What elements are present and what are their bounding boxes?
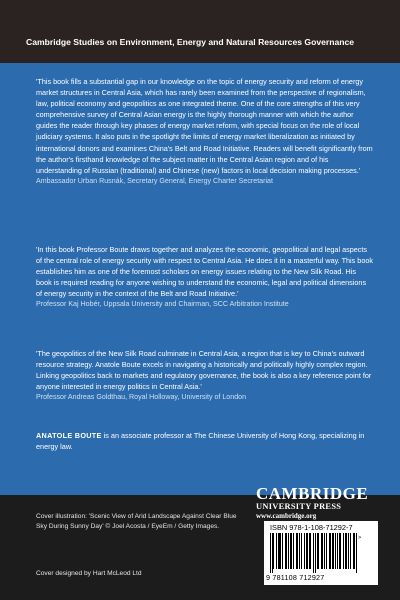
endorsement-quote (36, 244, 373, 311)
barcode-digits: 9 781108 712927 (266, 573, 325, 582)
series-title: Cambridge Studies on Environment, Energy and Natural Resources Governance (26, 37, 355, 47)
quote-text: 'The geopolitics of the New Silk Road culminate in Central Asia, a region that is key to China's outward resource strategy. Anatole Boute excels in navigating a historically and politically highly complex region. Linking geopolitics back to markets and regulatory governance, the book is also a key reference point for anyone interested in energy politics in Central Asia.' (36, 349, 372, 392)
publisher-subname: UNIVERSITY PRESS (256, 502, 342, 511)
isbn-label: ISBN 978-1-108-71292-7 (270, 523, 353, 532)
endorsement-quote (36, 348, 373, 403)
author-bio (36, 430, 373, 452)
quote-attribution: Professor Kaj Hobér, Uppsala University and Chairman, SCC Arbitration Institute (36, 300, 289, 309)
quote-attribution: Ambassador Urban Rusnák, Secretary General, Energy Charter Secretariat (36, 176, 273, 185)
cover-illustration-credit: Cover illustration: 'Scenic View of Arid Landscape Against Clear Blue Sky During Sunny Day' © Joel Acosta / EyeEm / Getty Images. (36, 513, 237, 530)
quote-text: 'This book fills a substantial gap in our knowledge on the topic of energy security and reform of energy market structures in Central Asia, which has rarely been examined from the perspective of regionalism, law, political economy and geopolitics as one integrated theme. One of the core strengths of this very comprehensive survey of Central Asian energy is the highly thorough manner with which the author guides the reader through key phases of energy market reform, with special focus on the role of local judiciary systems. It also puts in the spotlight the limits of energy market liberalization as initiated by international donors and examines China's Belt and Road Initiative. Readers will benefit significantly from the author's firsthand knowledge of the subject matter in the Central Asian region and of his understanding of Russian (traditional) and Chinese (new) factors in local decision making processes.' (36, 77, 373, 175)
endorsement-quote (36, 76, 373, 187)
barcode-box (264, 521, 378, 585)
quote-attribution: Professor Andreas Goldthau, Royal Holloway, University of London (36, 393, 247, 402)
author-name: ANATOLE BOUTE (36, 431, 102, 440)
publisher-logo (256, 485, 380, 521)
barcode-addon: > (358, 535, 362, 541)
quote-text: 'In this book Professor Boute draws together and analyzes the economic, geopolitical and legal aspects of the central role of energy security with respect to Central Asia. He does it in a masterful way. This book establishes him as one of the foremost scholars on energy issues relating to the New Silk Road. His book is required reading for anyone wishing to understand the economic, legal and political dimensions of energy security in the context of the Belt and Road Initiative.' (36, 245, 374, 299)
publisher-name: CAMBRIDGE (256, 484, 369, 503)
series-band (0, 0, 400, 63)
author-bio-text: is an associate professor at The Chinese University of Hong Kong, specializing in energy law. (36, 431, 365, 452)
cover-design-credit: Cover designed by Hart McLeod Ltd (36, 570, 142, 577)
barcode-icon (270, 533, 358, 573)
publisher-url: www.cambridge.org (256, 512, 317, 520)
